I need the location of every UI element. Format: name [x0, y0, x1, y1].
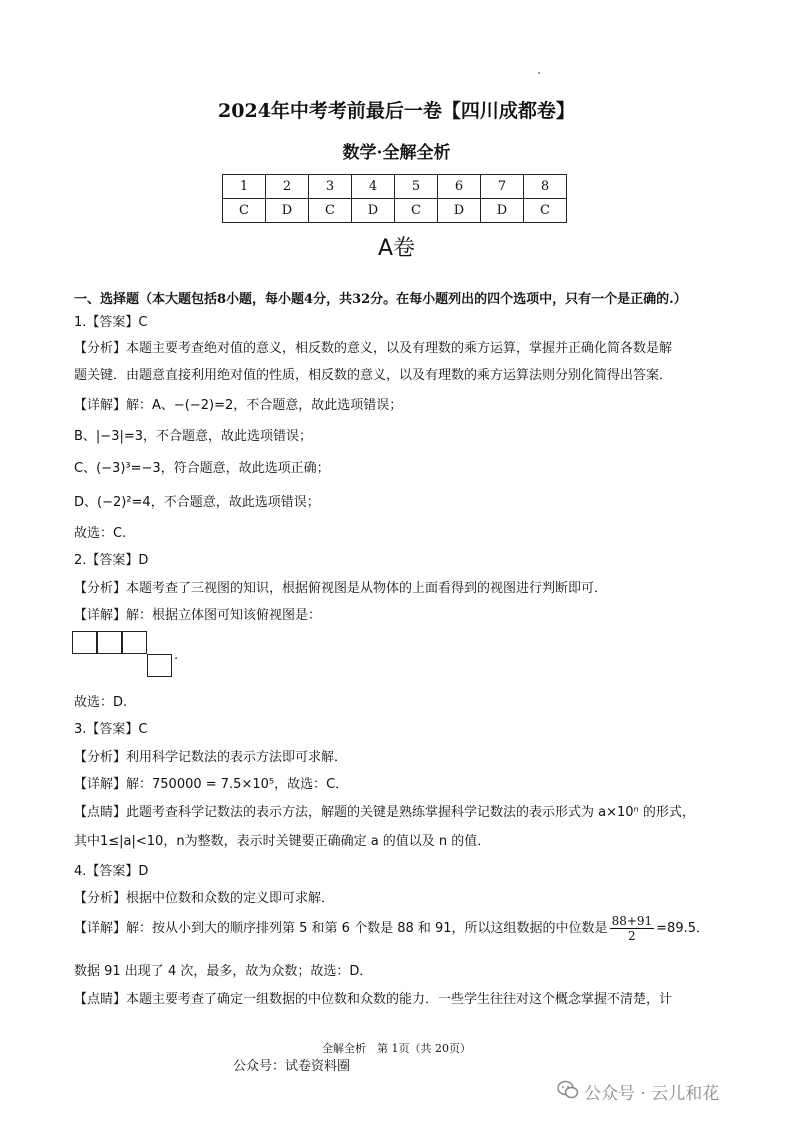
q4-point: 【点睛】本题主要考查了确定一组数据的中位数和众数的能力．一些学生往往对这个概念掌握不清楚，计 — [74, 992, 673, 1007]
table-cell: C — [395, 199, 438, 223]
q1-analysis-line-1: 【分析】本题主要考查绝对值的意义，相反数的意义，以及有理数的乘方运算，掌握并正确化简各数是解 — [74, 341, 673, 356]
volume-label: A卷 — [377, 236, 416, 261]
table-cell: 4 — [352, 175, 395, 199]
q1-answer: 1.【答案】C — [74, 315, 148, 330]
table-cell: 1 — [223, 175, 266, 199]
table-cell: C — [309, 199, 352, 223]
top-view-figure — [72, 631, 182, 683]
page-subtitle: 数学·全解全析 — [342, 143, 451, 163]
figure-period: . — [174, 648, 179, 663]
page-footer: 全解全析 第 1页（共 20页） — [322, 1042, 471, 1055]
q3-point-line-2: 其中1≤|a|<10，n为整数，表示时关键要正确确定 a 的值以及 n 的值． — [74, 834, 491, 849]
table-cell: D — [481, 199, 524, 223]
q1-detail-b: B、|−3|=3，不合题意，故此选项错误； — [74, 429, 313, 444]
q4-detail-text: 【详解】解：按从小到大的顺序排列第 5 和第 6 个数是 88 和 91，所以这组数据的中位数是 — [74, 921, 608, 936]
fraction-numerator: 88+91 — [611, 914, 653, 928]
table-cell: 7 — [481, 175, 524, 199]
q3-analysis: 【分析】利用科学记数法的表示方法即可求解． — [74, 750, 348, 765]
table-cell: C — [524, 199, 567, 223]
q4-analysis: 【分析】根据中位数和众数的定义即可求解． — [74, 891, 335, 906]
page-title: 2024年中考考前最后一卷【四川成都卷】 — [218, 100, 575, 122]
view-square — [147, 654, 172, 677]
q4-answer: 4.【答案】D — [74, 864, 149, 879]
q2-choice: 故选：D. — [74, 695, 128, 710]
wechat-account: 公众号：试卷资料圈 — [233, 1059, 351, 1074]
q3-detail: 【详解】解：750000 = 7.5×10⁵，故选：C． — [74, 777, 349, 792]
watermark: 公众号 · 云儿和花 — [584, 1084, 720, 1104]
fraction-denominator: 2 — [628, 929, 636, 943]
q2-detail: 【详解】解：根据立体图可知该俯视图是： — [74, 608, 322, 623]
speck — [538, 72, 540, 74]
q1-detail-d: D、(−2)²=4，不合题意，故此选项错误； — [74, 495, 320, 510]
q1-analysis-line-2: 题关键．由题意直接利用绝对值的性质，相反数的意义，以及有理数的乘方运算法则分别化简得出答案． — [74, 368, 673, 383]
view-square — [72, 631, 97, 654]
answer-table-number-row — [223, 175, 567, 199]
table-cell: D — [438, 199, 481, 223]
answer-table-answer-row — [223, 199, 567, 223]
q3-point-line-1: 【点睛】此题考查科学记数法的表示方法，解题的关键是熟练掌握科学记数法的表示形式为 a×10ⁿ 的形式， — [74, 805, 695, 820]
table-cell: D — [352, 199, 395, 223]
q2-analysis: 【分析】本题考查了三视图的知识，根据俯视图是从物体的上面看得到的视图进行判断即可． — [74, 581, 608, 596]
table-cell: 2 — [266, 175, 309, 199]
view-square — [122, 631, 147, 654]
q4-detail — [74, 914, 709, 943]
q4-detail-line-2: 数据 91 出现了 4 次，最多，故为众数；故选：D． — [74, 964, 373, 979]
answer-table — [222, 174, 567, 223]
q2-answer: 2.【答案】D — [74, 553, 149, 568]
view-square — [97, 631, 122, 654]
q1-detail-a: 【详解】解：A、−(−2)=2，不合题意，故此选项错误； — [74, 398, 403, 413]
section-heading: 一、选择题（本大题包括8小题，每小题4分，共32分。在每小题列出的四个选项中，只有一个是正确的.） — [74, 292, 687, 307]
q1-choice: 故选：C. — [74, 526, 127, 541]
q3-answer: 3.【答案】C — [74, 722, 148, 737]
q4-detail-result: =89.5． — [656, 921, 709, 936]
table-cell: 5 — [395, 175, 438, 199]
table-cell: C — [223, 199, 266, 223]
table-cell: D — [266, 199, 309, 223]
table-cell: 8 — [524, 175, 567, 199]
table-cell: 6 — [438, 175, 481, 199]
wechat-icon — [557, 1080, 579, 1100]
median-fraction — [610, 914, 655, 943]
table-cell: 3 — [309, 175, 352, 199]
q1-detail-c: C、(−3)³=−3，符合题意，故此选项正确； — [74, 461, 330, 476]
